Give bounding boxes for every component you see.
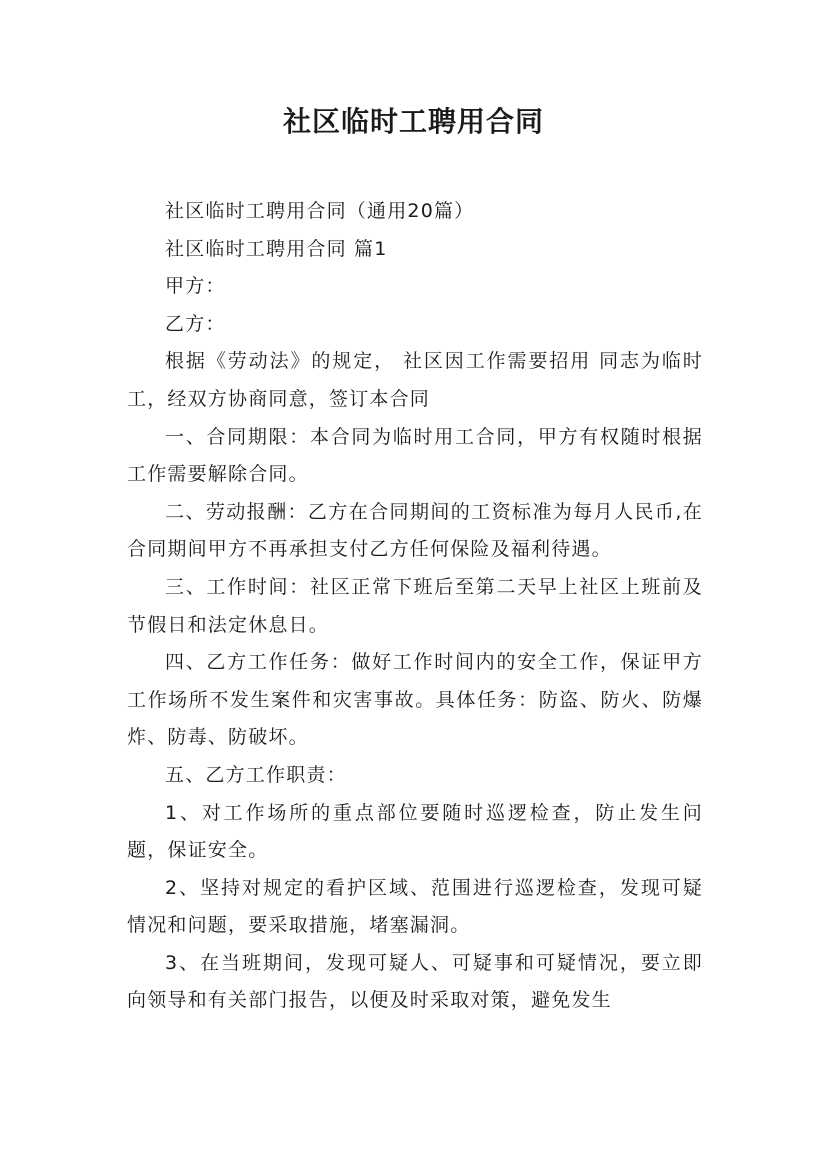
paragraph-subtitle: 社区临时工聘用合同（通用20篇）: [165, 200, 475, 222]
paragraph-section-heading: 社区临时工聘用合同 篇1: [165, 237, 388, 260]
paragraph-clause-duties: 五、乙方工作职责：: [165, 763, 347, 786]
paragraph-duty-2: 2、坚持对规定的看护区域、范围进行巡逻检查，发现可疑情况和问题，要采取措施，堵塞漏洞。: [127, 876, 703, 937]
paragraph-duty-1: 1、对工作场所的重点部位要随时巡逻检查，防止发生问题，保证安全。: [127, 801, 703, 862]
paragraph-clause-hours: 三、工作时间：社区正常下班后至第二天早上社区上班前及节假日和法定休息日。: [127, 575, 703, 636]
paragraph-party-b: 乙方：: [165, 312, 226, 335]
document-body: [127, 193, 703, 1020]
document-title: 社区临时工聘用合同: [282, 105, 544, 138]
paragraph-clause-term: 一、合同期限：本合同为临时用工合同，甲方有权随时根据工作需要解除合同。: [127, 425, 703, 486]
paragraph-clause-pay: 二、劳动报酬：乙方在合同期间的工资标准为每月人民币,在合同期间甲方不再承担支付乙方任何保险及福利待遇。: [127, 500, 703, 561]
paragraph-preamble: 根据《劳动法》的规定， 社区因工作需要招用 同志为临时工，经双方协商同意，签订本合同: [127, 350, 703, 410]
paragraph-duty-3: 3、在当班期间，发现可疑人、可疑事和可疑情况，要立即向领导和有关部门报告，以便及时采取对策，避免发生: [127, 951, 703, 1012]
paragraph-party-a: 甲方：: [165, 275, 226, 298]
paragraph-clause-tasks: 四、乙方工作任务：做好工作时间内的安全工作，保证甲方工作场所不发生案件和灾害事故。具体任务：防盗、防火、防爆炸、防毒、防破坏。: [127, 651, 703, 749]
